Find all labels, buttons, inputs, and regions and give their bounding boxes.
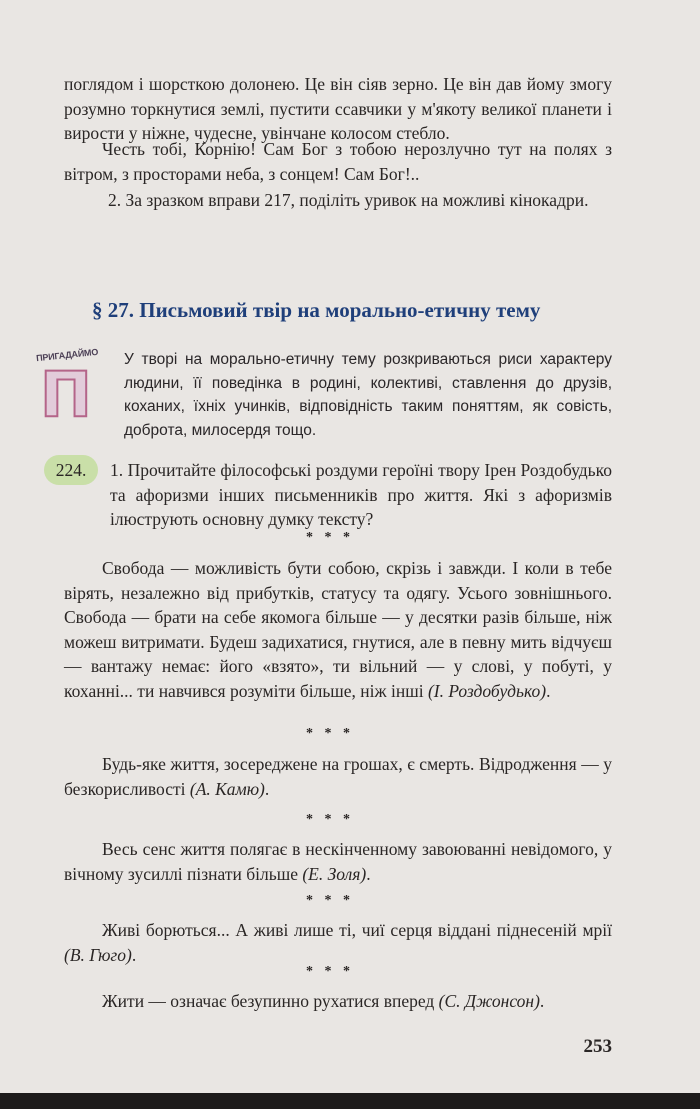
intro-paragraph-1: поглядом і шорсткою долонею. Це він сіяв зерно. Це він дав йому змогу розумно торкнутися землі, пустити ссавчики у м'якоту великої планети і вирости у ніжне, чудесне, увінчане колосом стебло. [64,74,612,143]
separator-stars: * * * [306,893,354,908]
remember-label: ПРИГАДАЙМО [35,346,99,364]
remember-letter-icon: П [40,358,92,431]
separator-stars: * * * [306,530,354,545]
intro-task-2: 2. За зразком вправи 217, поділіть уривок на можливі кінокадри. [108,190,589,210]
remember-icon [34,346,106,431]
separator-stars: * * * [306,812,354,827]
quote-3-author: (Е. Золя) [302,863,367,884]
quote-4: Живі борються... А живі лише ті, чиї серця віддані піднесеній мрії (В. Гюго). [64,920,612,965]
quote-1-author: (І. Роздобудько) [427,680,547,701]
quote-4-author: (В. Гюго) [64,944,132,965]
separator-stars: * * * [306,964,354,979]
quote-2: Будь-яке життя, зосереджене на грошах, є смерть. Відродження — у безкорисливості (А. Камю). [64,754,612,799]
section-heading: § 27. Письмовий твір на морально-етичну тему [92,298,541,322]
quote-5-author: (С. Джонсон) [438,991,540,1011]
page-number: 253 [583,1036,612,1057]
quote-5: Жити — означає безупинно рухатися вперед (С. Джонсон). [102,991,545,1011]
remember-text: У творі на морально-етичну тему розкриваються риси характеру людини, її поведінка в родині, колективі, ставлення до друзів, коханих, їхніх учинків, відповідність таким поняттям, як совість, доброта, милосердя тощо. [124,351,612,439]
intro-paragraph-2: Честь тобі, Корнію! Сам Бог з тобою нерозлучно тут на полях з вітром, з просторами неба, з сонцем! Сам Бог!.. [64,139,612,184]
scan-bottom-edge [0,1093,700,1109]
quote-2-author: (А. Камю) [189,778,265,799]
exercise-number-badge: 224. [44,455,98,485]
quote-3: Весь сенс життя полягає в нескінченному завоюванні невідомого, у вічному зусиллі пізнати більше (Е. Золя). [64,839,612,884]
quote-1: Свобода — можливість бути собою, скрізь і завжди. І коли в тебе вірять, незалежно від прибутків, статусу та одягу. Усього зовнішнього. Свобода — брати на себе якомога більше — у десятки разів більше, ніж можеш витримати. Будеш задихатися, гнутися, але в певну мить відчуєш — вантажу немає: його «взято», ти вільний — у слові, у побуті, у коханні... ти навчився розуміти більше, ніж інші (І. Роздобудько). [64,558,612,701]
exercise-task: 1. Прочитайте філософські роздуми героїні твору Ірен Роздобудько та афоризми інших письменників про життя. Які з афоризмів ілюструють основну думку тексту? [110,460,612,529]
separator-stars: * * * [306,726,354,741]
